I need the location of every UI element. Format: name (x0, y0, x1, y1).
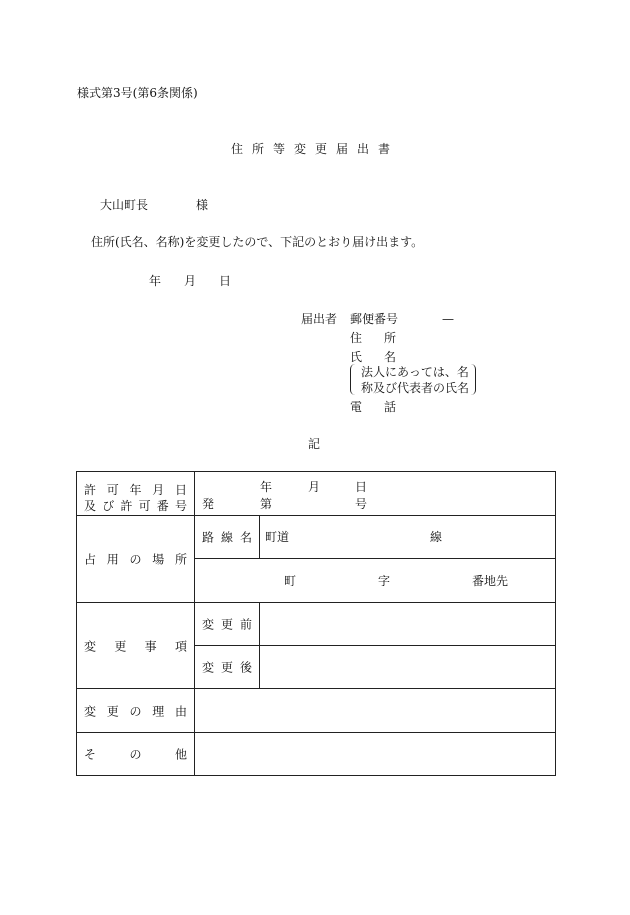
permit-label-line2-char: 号 (174, 499, 187, 513)
phone-label-2: 話 (384, 400, 397, 414)
permit-label-line1-char: 可 (106, 483, 119, 497)
occupancy-label-char: 所 (174, 552, 187, 567)
occupancy-label-char: 用 (106, 552, 119, 567)
other-label-char: そ (84, 747, 97, 762)
permit-label-line2-char: 及 (84, 499, 97, 513)
corporate-note-line2: 称及び代表者の氏名 (361, 381, 470, 395)
before-label-char: 前 (239, 617, 252, 632)
before-label-cell (195, 603, 260, 646)
reason-label (84, 702, 187, 719)
change-before-row (77, 603, 556, 646)
addressee-name: 大山町長 (100, 198, 149, 212)
other-row (77, 733, 556, 776)
location-aza: 字 (378, 574, 391, 588)
after-value-cell[interactable] (260, 646, 556, 689)
after-label-char: 後 (239, 660, 252, 675)
other-label (84, 746, 187, 763)
other-value-cell[interactable] (195, 733, 556, 776)
permit-value-cell[interactable] (195, 472, 556, 516)
permit-label-line1 (84, 481, 187, 498)
permit-label-line2-char: 許 (120, 499, 133, 513)
permit-label-line1-char: 月 (152, 483, 165, 497)
date-month: 月 (184, 274, 197, 288)
phone-label-1: 電 (350, 400, 363, 414)
occupancy-label-char: 占 (84, 552, 97, 567)
occupancy-label-char: の (129, 552, 142, 567)
location-lot: 番地先 (472, 574, 509, 588)
form-number: 様式第3号(第6条関係) (77, 86, 198, 100)
route-label (202, 529, 252, 546)
location-town: 町 (284, 574, 297, 588)
occupancy-label (84, 551, 187, 568)
ki-marker: 記 (308, 437, 321, 451)
reason-label-char: の (129, 704, 142, 718)
route-label-char: 線 (220, 530, 233, 545)
address-label-1: 住 (350, 331, 363, 345)
after-label-cell (195, 646, 260, 689)
route-label-char: 路 (202, 530, 215, 545)
route-label-cell (195, 516, 260, 559)
body-text: 住所(氏名、名称)を変更したので、下記のとおり届け出ます。 (91, 235, 424, 249)
permit-label-line1-char: 年 (129, 483, 142, 497)
after-label (202, 659, 252, 676)
change-label-cell (77, 603, 195, 689)
location-value-cell[interactable] (195, 559, 556, 603)
other-label-char: の (129, 747, 142, 762)
other-label-cell (77, 733, 195, 776)
change-label-char: 変 (84, 639, 97, 653)
before-label-char: 変 (202, 617, 215, 632)
permit-hatsu: 発 (202, 497, 215, 511)
before-value-cell[interactable] (260, 603, 556, 646)
occupancy-label-char: 場 (152, 552, 165, 567)
document-title-char: 等 (272, 142, 294, 156)
permit-row (77, 472, 556, 516)
occupancy-label-cell (77, 516, 195, 603)
after-label-char: 更 (220, 660, 233, 675)
postal-label: 郵便番号 (350, 312, 399, 326)
permit-label-cell (77, 472, 195, 516)
permit-day: 日 (355, 480, 368, 494)
name-label-2: 名 (384, 350, 397, 364)
other-label-char: 他 (174, 747, 187, 762)
permit-month: 月 (308, 480, 321, 494)
document-title-char: 届 (336, 142, 358, 156)
date-year: 年 (149, 274, 162, 288)
permit-dai: 第 (260, 497, 273, 511)
reason-value-cell[interactable] (195, 689, 556, 733)
submitter-label: 届出者 (301, 312, 338, 326)
permit-year: 年 (260, 480, 273, 494)
document-title-char: 変 (293, 142, 315, 156)
route-label-char: 名 (239, 530, 252, 545)
change-label-char: 更 (114, 639, 127, 653)
reason-label-char: 理 (152, 704, 165, 718)
before-label (202, 616, 252, 633)
permit-label-line2-char: 可 (138, 499, 151, 513)
reason-row (77, 689, 556, 733)
route-value-cell[interactable] (260, 516, 556, 559)
permit-label-line1-char: 許 (84, 483, 97, 497)
document-title-char: 所 (251, 142, 273, 156)
address-label-2: 所 (384, 331, 397, 345)
name-label-1: 氏 (350, 350, 363, 364)
permit-label-line2-char: び (102, 499, 115, 513)
reason-label-char: 更 (106, 704, 119, 718)
route-prefix: 町道 (265, 530, 290, 544)
before-label-char: 更 (220, 617, 233, 632)
reason-label-char: 変 (84, 704, 97, 718)
document-title-char: 出 (357, 142, 379, 156)
date-day: 日 (219, 274, 232, 288)
permit-label-line2-char: 番 (156, 499, 169, 513)
document-title-char: 更 (315, 142, 337, 156)
addressee-honorific: 様 (196, 198, 209, 212)
permit-label-line1-char: 日 (174, 483, 187, 497)
document-title (0, 143, 630, 155)
reason-label-char: 由 (174, 704, 187, 718)
corporate-note-line1: 法人にあっては、名 (361, 365, 469, 379)
document-title-char: 書 (378, 142, 400, 156)
document-title-char: 住 (230, 142, 252, 156)
change-label-char: 事 (144, 639, 157, 653)
permit-label-line2 (84, 497, 187, 514)
change-form-table (76, 471, 556, 776)
change-label (84, 637, 187, 654)
reason-label-cell (77, 689, 195, 733)
route-suffix: 線 (430, 530, 443, 544)
postal-dash: — (442, 312, 454, 326)
route-row (77, 516, 556, 559)
permit-gou: 号 (355, 497, 368, 511)
after-label-char: 変 (202, 660, 215, 675)
change-label-char: 項 (174, 639, 187, 653)
